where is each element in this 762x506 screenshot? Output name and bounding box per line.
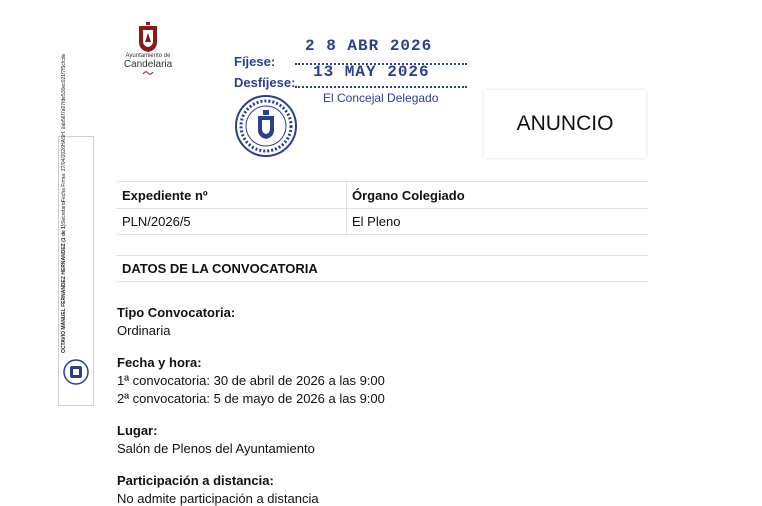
stamp-desfijese-label: Desfíjese: bbox=[234, 75, 296, 90]
candelaria-logo bbox=[118, 22, 178, 80]
fecha-label: Fecha y hora: bbox=[117, 355, 202, 370]
stamp-dotted-line bbox=[295, 86, 467, 88]
anuncio-box bbox=[484, 90, 646, 158]
logo-ornament-icon bbox=[142, 70, 154, 76]
expediente-value: PLN/2026/5 bbox=[122, 214, 191, 229]
participacion-value: No admite participación a distancia bbox=[117, 491, 319, 506]
stamp-fijese-date: 2 8 ABR 2026 bbox=[305, 37, 433, 55]
signature-line1: OCTAVIO MANUEL FERNANDEZ HERNANDEZ (1 de 1) bbox=[61, 224, 67, 353]
datos-convocatoria-title: DATOS DE LA CONVOCATORIA bbox=[122, 261, 318, 276]
participacion-label: Participación a distancia: bbox=[117, 473, 274, 488]
table-column-divider bbox=[346, 181, 347, 234]
section-divider bbox=[116, 255, 648, 256]
fecha-value-2: 2ª convocatoria: 5 de mayo de 2026 a las 9:00 bbox=[117, 391, 385, 406]
table-divider bbox=[116, 208, 648, 209]
organo-value: El Pleno bbox=[352, 214, 401, 229]
section-divider bbox=[116, 281, 648, 282]
signature-seal-icon bbox=[63, 359, 89, 385]
stamp-desfijese-date: 13 MAY 2026 bbox=[313, 63, 430, 81]
lugar-label: Lugar: bbox=[117, 423, 158, 438]
tipo-label: Tipo Convocatoria: bbox=[117, 305, 236, 320]
signature-line3: Fecha Firma: 27/04/2026 bbox=[61, 145, 67, 202]
lugar-value: Salón de Plenos del Ayuntamiento bbox=[117, 441, 315, 456]
stamp-fijese-label: Fíjese: bbox=[234, 54, 276, 69]
table-divider bbox=[116, 234, 648, 235]
signature-box bbox=[58, 53, 94, 406]
signature-line4: HASH: 0ab56f7a07fde530ec021f7f5cfcde bbox=[61, 53, 67, 146]
organo-header: Órgano Colegiado bbox=[352, 188, 465, 203]
table-divider bbox=[116, 181, 648, 182]
tipo-value: Ordinaria bbox=[117, 323, 171, 338]
expediente-header: Expediente nº bbox=[122, 188, 208, 203]
signature-line2: Secretario bbox=[61, 201, 67, 225]
coat-of-arms-icon bbox=[137, 22, 159, 52]
signature-text bbox=[61, 53, 89, 353]
round-seal-icon bbox=[234, 94, 298, 158]
fecha-value-1: 1ª convocatoria: 30 de abril de 2026 a las 9:00 bbox=[117, 373, 385, 388]
logo-line1: Ayuntamiento de bbox=[125, 53, 171, 59]
anuncio-title: ANUNCIO bbox=[516, 112, 614, 135]
logo-line2: Candelaria bbox=[123, 59, 173, 70]
stamp-concejal: El Concejal Delegado bbox=[323, 91, 439, 105]
